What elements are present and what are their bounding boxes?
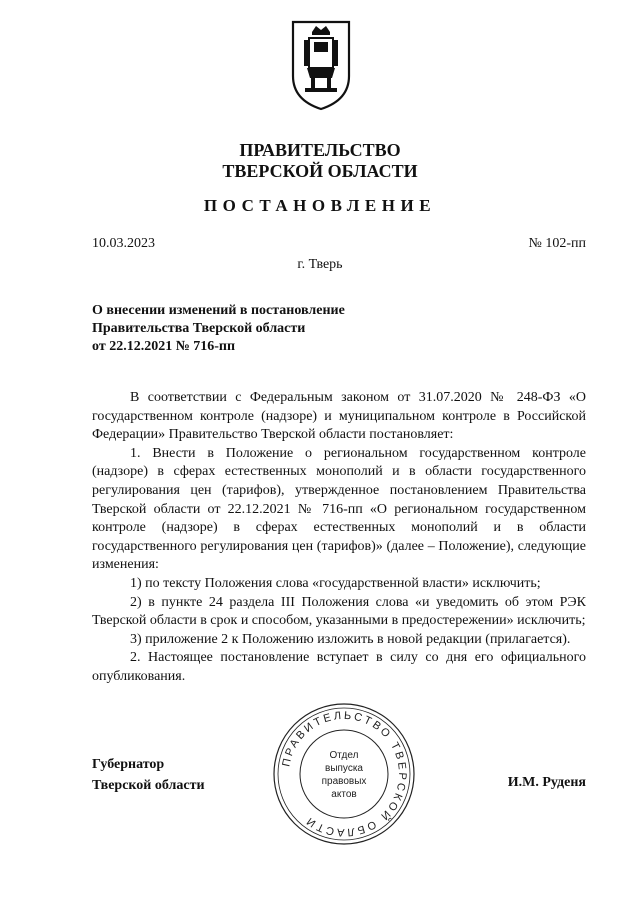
stamp-inner-text: [308, 749, 380, 801]
government-title-line1: ПРАВИТЕЛЬСТВО: [239, 140, 401, 160]
body-item-1: 1. Внести в Положение о региональном государственном контроле (надзоре) в сферах естественных монополий и в области государственного регулирования цен (тарифов), утвержденное постановлением Правительства Тверской области от 22.12.2021 № 716-пп «О региональном государственном контроле (надзоре) в сферах естественных монополий и в области государственного регулирования цен (тарифов)» (далее – Положение), следующие изменения:: [92, 445, 586, 573]
subject-line3: от 22.12.2021 № 716-пп: [92, 339, 236, 354]
document-number: № 102-пп: [528, 236, 586, 251]
tver-coat-of-arms-icon: [290, 18, 352, 112]
stamp-inner-line1: Отдел: [329, 750, 359, 761]
document-body: [92, 389, 586, 687]
government-title-line2: ТВЕРСКОЙ ОБЛАСТИ: [222, 161, 418, 181]
document-type-title: ПОСТАНОВЛЕНИЕ: [203, 196, 437, 215]
stamp-inner-line3: правовых: [321, 776, 367, 787]
document-subject: [92, 302, 412, 356]
body-item-1-2: 2) в пункте 24 раздела III Положения слова «и уведомить об этом РЭК Тверской области в срок и способом, указанными в предостережении» исключить;: [92, 594, 586, 629]
signatory-title-line2: Тверской области: [92, 778, 205, 793]
body-item-1-3: 3) приложение 2 к Положению изложить в новой редакции (прилагается).: [130, 631, 571, 647]
signatory-title-line1: Губернатор: [92, 757, 165, 772]
subject-line2: Правительства Тверской области: [92, 321, 306, 336]
stamp-ring-text: ПРАВИТЕЛЬСТВО ТВЕРСКОЙ ОБЛАСТИ: [280, 709, 409, 839]
subject-line1: О внесении изменений в постановление: [92, 303, 345, 318]
stamp-inner-line4: актов: [331, 789, 357, 800]
stamp-inner-line2: выпуска: [325, 763, 363, 774]
body-intro-paragraph: В соответствии с Федеральным законом от 31.07.2020 № 248-ФЗ «О государственном контроле (надзоре) и муниципальном контроле в Российской Федерации» Правительство Тверской области постановляет:: [92, 390, 586, 443]
body-item-2: 2. Настоящее постановление вступает в силу со дня его официального опубликования.: [92, 650, 586, 684]
signatory-name: И.М. Руденя: [507, 775, 586, 790]
document-city: г. Тверь: [297, 257, 343, 272]
document-date: 10.03.2023: [92, 236, 155, 251]
signatory-title: [92, 754, 205, 796]
body-item-1-1: 1) по тексту Положения слова «государственной власти» исключить;: [130, 575, 541, 591]
